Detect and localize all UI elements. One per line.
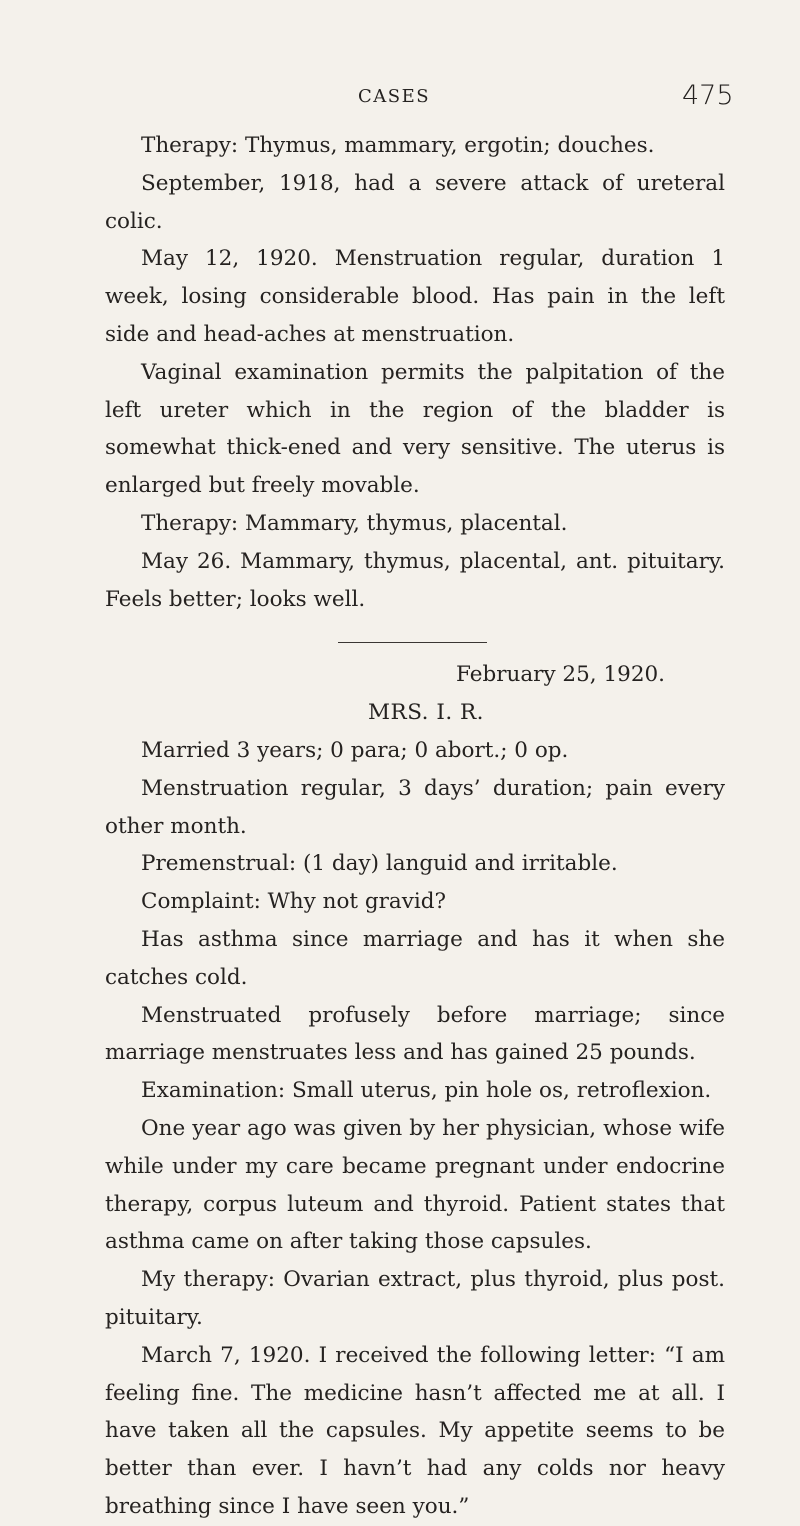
- paragraph: Menstruated profusely before marriage; since marriage menstruates less and has gained 25 pounds.: [105, 1002, 725, 1066]
- section-divider: [338, 642, 487, 643]
- section-divider-row: [105, 618, 725, 656]
- case-patient-name: MRS. I. R.: [368, 700, 485, 726]
- paragraph: Complaint: Why not gravid?: [141, 889, 447, 915]
- running-title: CASES: [358, 86, 431, 107]
- paragraph: My therapy: Ovarian extract, plus thyroid, plus post. pituitary.: [105, 1267, 725, 1330]
- case-date: February 25, 1920.: [456, 662, 666, 688]
- running-head: [0, 82, 800, 114]
- body-text: [105, 127, 725, 1526]
- paragraph: Therapy: Mammary, thymus, placental.: [141, 510, 568, 536]
- paragraph: One year ago was given by her physician, whose wife while under my care became pregnant under endocrine therapy, corpus luteum and thyroid. Patient states that asthma came on after taking those capsules.: [105, 1115, 725, 1255]
- paragraph: March 7, 1920. I received the following letter: “I am feeling fine. The medicine hasn’t affected me at all. I have taken all the capsules. My appetite seems to be better than ever. I havn’t had any colds nor heavy breathing since I have seen you.”: [105, 1342, 725, 1519]
- paragraph: May 12, 1920. Menstruation regular, duration 1 week, losing considerable blood. Has pain in the left side and head-aches at menstruation.: [105, 246, 725, 347]
- paragraph: Examination: Small uterus, pin hole os, retroflexion.: [141, 1078, 712, 1104]
- paragraph: Therapy: Thymus, mammary, ergotin; douches.: [141, 133, 655, 158]
- paragraph: September, 1918, had a severe attack of ureteral colic.: [105, 170, 725, 234]
- paragraph: Premenstrual: (1 day) languid and irritable.: [141, 851, 618, 877]
- paragraph: Vaginal examination permits the palpitation of the left ureter which in the region of the bladder is somewhat thick-ened and very sensitive. The uterus is enlarged but freely movable.: [105, 359, 725, 499]
- paragraph: Has asthma since marriage and has it when she catches cold.: [105, 926, 725, 990]
- paragraph: Menstruation regular, 3 days’ duration; pain every other month.: [105, 775, 725, 839]
- paragraph: May 26. Mammary, thymus, placental, ant. pituitary. Feels better; looks well.: [105, 548, 725, 612]
- page-number: 475: [682, 80, 734, 111]
- paragraph: Married 3 years; 0 para; 0 abort.; 0 op.: [141, 737, 569, 763]
